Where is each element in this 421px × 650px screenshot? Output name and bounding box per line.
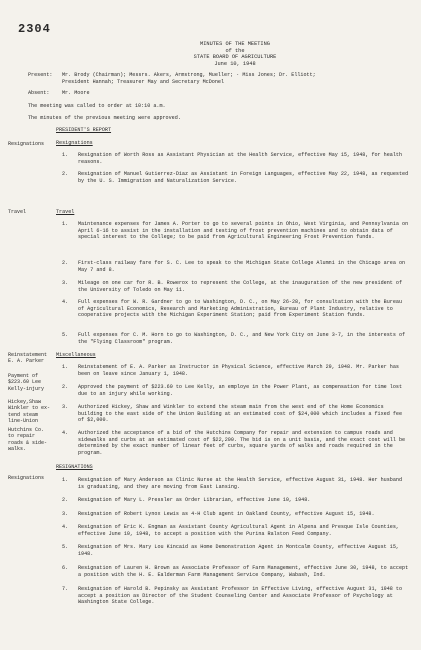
item-text: Resignation of Manuel Gutierrez-Diaz as Assistant in Foreign Languages, effective May 22, 1948, as requested by the U. S. Immigration and Naturalization Service. — [78, 171, 409, 184]
minutes-approved: The minutes of the previous meeting were approved. — [28, 115, 181, 121]
resignations-2-heading: RESIGNATIONS — [56, 464, 93, 470]
item-number: 5. — [62, 332, 69, 338]
item-text: Resignation of Harold B. Pepinsky as Assistant Professor in Effective Living, effective August 31, 1948 to accept a position as Director of the Student Counseling Center and Associate Professor of Psychology at Washington State College. — [78, 586, 403, 605]
item-text: Resignation of Worth Ross as Assistant Physician at the Health Service, effective May 15, 1948, for health reasons. — [78, 152, 403, 165]
item-text: Reinstatement of E. A. Parker as Instructor in Physical Science, effective March 29, 1948. Mr. Parker has been on leave since January 1, 1948. — [78, 364, 399, 377]
absent-label: Absent: — [28, 90, 50, 96]
header-line-2: of the — [225, 47, 245, 54]
called-to-order: The meeting was called to order at 10:10 a.m. — [28, 103, 166, 109]
margin-note-travel: Travel — [8, 209, 27, 215]
item-text: Full expenses for C. M. Horn to go to Washington, D. C., and New York City on June 3-7, in the interests of the "Flying Classroom" program. — [78, 332, 406, 345]
travel-heading: Travel — [56, 209, 75, 215]
item-text: Authorized Hickey, Shaw and Winkler to extend the steam main from the west end of the Home Economics building to the east side of the Union Building at an estimated cost of $24,000 which includes a fixed fee of $2,000. — [78, 404, 403, 423]
present-line-1: Mr. Brody (Chairman); Messrs. Akers, Armstrong, Mueller; · Miss Jones; Dr. Elliott; — [62, 72, 316, 78]
item-number: 2. — [62, 171, 69, 177]
margin-note-payment: Payment of $223.60 Lee Kelly-injury — [8, 373, 45, 392]
item-text: Resignation of Mrs. Mary Lou Kincaid as Home Demonstration Agent in Montcalm County, effective August 15, 1948. — [78, 544, 399, 557]
present-label: Present: — [28, 72, 53, 78]
item-number: 6. — [62, 565, 69, 571]
presidents-report-heading: PRESIDENT'S REPORT — [56, 127, 112, 133]
item-text: Approved the payment of $223.60 to Lee Kelly, an employe in the Power Plant, as compensation for time lost due to an injury while working. — [78, 384, 403, 397]
item-number: 1. — [62, 477, 69, 483]
item-number: 3. — [62, 511, 69, 517]
margin-note-resignations-2: Resignations — [8, 475, 45, 481]
item-number: 1. — [62, 221, 69, 227]
item-number: 1. — [62, 364, 69, 370]
item-text: Resignation of Mary Anderson as Clinic Nurse at the Health Service, effective August 31, 1948. Her husband is graduating, and they are moving from East Lansing. — [78, 477, 403, 490]
item-number: 2. — [62, 384, 69, 390]
margin-note-reinstatement: Reinstatement E. A. Parker — [8, 352, 48, 365]
resignations-heading: Resignations — [56, 140, 93, 146]
item-text: Maintenance expenses for James A. Porter to go to several points in Ohio, West Virginia, and Pennsylvania on April 6-16 to assist in the installation and testing of frost prevention machines and to obtain data of special interest to the College; to be paid from Agricultural Engineering Frost Prevention funds. — [78, 221, 409, 240]
margin-note-resignations: Resignations — [8, 141, 45, 147]
item-text: First-class railway fare for S. C. Lee to speak to the Michigan State College Alumni in the Chicago area on May 7 and 8. — [78, 260, 406, 273]
misc-heading: Miscellaneous — [56, 352, 96, 358]
item-number: 4. — [62, 430, 69, 436]
margin-note-hickey: Hickey,Shaw Winkler to ex- tend steam line-Union — [8, 399, 51, 425]
item-number: 7. — [62, 586, 69, 592]
item-number: 3. — [62, 280, 69, 286]
header-line-4: June 10, 1948 — [214, 60, 256, 67]
margin-note-hutchins: Hutchins Co. to repair roads & side- walks. — [8, 427, 48, 453]
header-line-1: MINUTES OF THE MEETING — [200, 41, 270, 47]
absent-text: Mr. Moore — [62, 90, 90, 96]
item-number: 2. — [62, 497, 69, 503]
item-text: Resignation of Robert Lynox Lewis as 4-H Club agent in Oakland County, effective August 15, 1948. — [78, 511, 375, 517]
item-text: Authorized the acceptance of a bid of the Hutchins Company for repair and extension to campus roads and sidewalks and curbs at an estimated cost of $22,200. The bid is on a unit basis, and the exact cost will be determined by the exact number of linear feet of curbs, square yards of walks and roads required in the program. — [78, 430, 406, 456]
present-line-2: President Hannah; Treasurer May and Secretary McDonel — [62, 78, 225, 85]
page-number: 2304 — [18, 22, 51, 36]
item-text: Resignation of Eric K. Engman as Assistant County Agricultural Agent in Alpena and Presque Isle Counties, effective June 10, 1948, to accept a position with the Purina Ralston Feed Company. — [78, 524, 399, 537]
item-number: 4. — [62, 299, 69, 305]
item-text: Resignation of Mary L. Pressler as Order Librarian, effective June 10, 1948. — [78, 497, 311, 503]
item-number: 1. — [62, 152, 69, 158]
item-number: 3. — [62, 404, 69, 410]
item-text: Resignation of Lauren H. Brown as Associate Professor of Farm Management, effective June 30, 1948, to accept a position with the H. E. Ealderman Farm Management Service Company, Wabash, Ind. — [78, 565, 409, 578]
item-text: Full expenses for W. R. Gardner to go to Washington, D. C., on May 26-28, for consultation with the Bureau of Agricultural Economics, Research and Marketing Administration, Bureau of Plant Industry, relative to cooperative projects with the Michigan Experiment Station; paid from Experiment Station funds. — [78, 299, 403, 318]
item-number: 2. — [62, 260, 69, 266]
header-line-3: STATE BOARD OF AGRICULTURE — [193, 54, 277, 61]
item-number: 5. — [62, 544, 69, 550]
item-text: Mileage on one car for R. B. Rowerox to represent the College, at the inauguration of the new president of the University of Toledo on May 11. — [78, 280, 403, 293]
item-number: 4. — [62, 524, 69, 530]
minutes-header — [130, 41, 340, 67]
